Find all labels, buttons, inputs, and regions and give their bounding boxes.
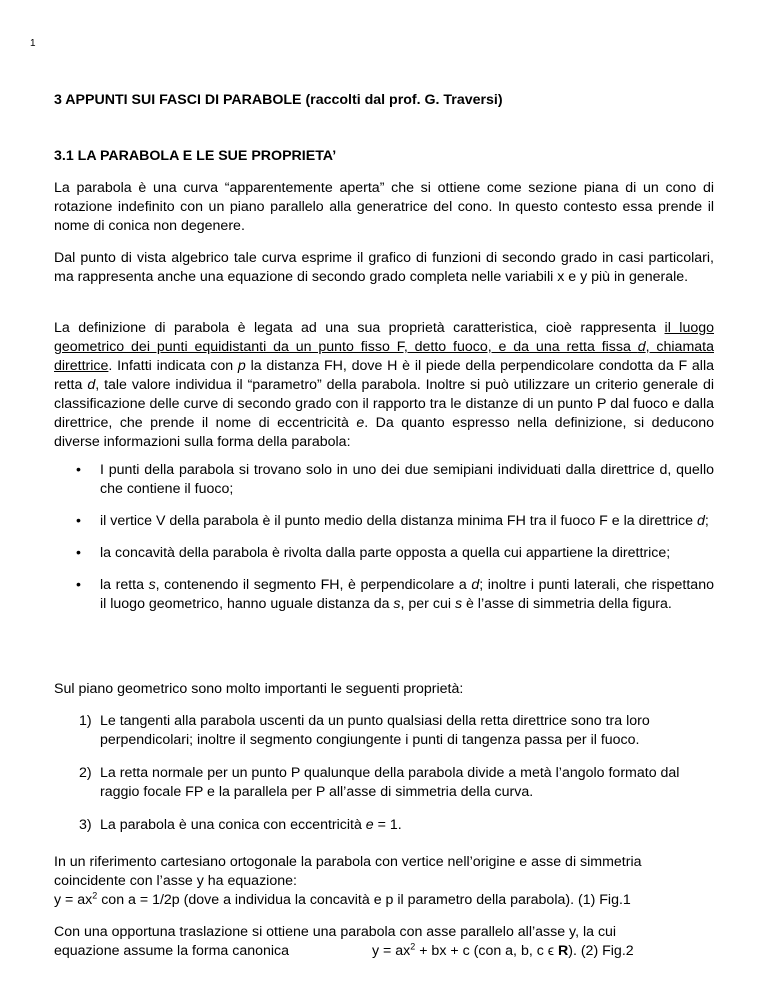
list-item: • I punti della parabola si trovano solo in uno dei due semipiani individuati dalla direttrice d, quello che contiene il fuoco;	[76, 462, 714, 497]
bullet-icon: •	[76, 462, 81, 478]
equation-2-line: equazione assume la forma canonica $y = ax^2$ + bx + c (con a, b, c ϵ R). (2) Fig.2	[54, 941, 634, 959]
paragraph-properties-intro: Sul piano geometrico sono molto importanti le seguenti proprietà:	[54, 681, 464, 697]
list-item: 1) Le tangenti alla parabola uscenti da un punto qualsiasi della retta direttrice sono tra loro perpendicolari; inoltre il segmento congiungente i punti di tangenza passa per il fuoco.	[79, 713, 650, 748]
definition-underlined: il luogo geometrico dei punti equidistanti da un punto fisso F, detto fuoco, e da una retta fissa d, chiamata direttrice	[54, 320, 715, 374]
paragraph-definition: La definizione di parabola è legata ad una sua proprietà caratteristica, cioè rappresenta il luogo geometrico dei punti equidistanti da un punto fisso F, detto fuoco, e da una retta fissa d, chiamata direttrice. Infatti indicata con p la distanza FH, dove H è il piede della perpendicolare condotta da F alla retta d, tale valore individua il “parametro” della parabola. Inoltre si può utilizzare un criterio generale di classificazione delle curve di secondo grado con il rapporto tra le distanze di un punto P dal fuoco e dalla direttrice, che prende il nome di eccentricità e. Da quanto espresso nella definizione, si deducono diverse informazioni sulla forma della parabola:	[54, 320, 715, 450]
bullet-icon: •	[76, 545, 81, 561]
section-title: 3.1 LA PARABOLA E LE SUE PROPRIETA’	[54, 148, 337, 164]
list-item: 3) La parabola è una conica con eccentricità e = 1.	[79, 817, 402, 833]
paragraph-intro: La parabola è una curva “apparentemente aperta” che si ottiene come sezione piana di un cono di rotazione indefinito con un piano parallelo alla generatrice del cono. In questo contesto essa prende il nome di conica non degenere.	[54, 180, 714, 234]
bullet-icon: •	[76, 577, 81, 593]
page-number: 1	[30, 38, 36, 49]
list-item: • la concavità della parabola è rivolta dalla parte opposta a quella cui appartiene la direttrice;	[76, 545, 671, 561]
equation-1: $y = ax^2$ con a = 1/2p (dove a individua la concavità e p il parametro della parabola). (1) Fig.1	[54, 890, 631, 908]
list-item: 2) La retta normale per un punto P qualunque della parabola divide a metà l’angolo formato dal raggio focale FP e la parallela per P all’asse di simmetria della curva.	[79, 765, 680, 800]
paragraph-cartesian: In un riferimento cartesiano ortogonale la parabola con vertice nell’origine e asse di simmetria coincidente con l’asse y ha equazione: $y = ax^2$ con a = 1/2p (dove a individua la concavità e p il parametro della parabola). (1) Fig.1	[54, 853, 714, 910]
properties-bullet-list	[54, 461, 714, 614]
bullet-icon: •	[76, 513, 81, 529]
list-item: • il vertice V della parabola è il punto medio della distanza minima FH tra il fuoco F e la direttrice d;	[76, 513, 709, 529]
geometric-properties-list	[54, 712, 714, 835]
paragraph-translation: Con una opportuna traslazione si ottiene una parabola con asse parallelo all’asse y, la cui equazione assume la forma canonica $y = ax^2$ + bx + c (con a, b, c ϵ R). (2) Fig.2	[54, 923, 714, 961]
list-item: • la retta s, contenendo il segmento FH, è perpendicolare a d; inoltre i punti laterali, che rispettano il luogo geometrico, hanno uguale distanza da s, per cui s è l’asse di simmetria della figura.	[76, 577, 714, 612]
document-title: 3 APPUNTI SUI FASCI DI PARABOLE (raccolti dal prof. G. Traversi)	[54, 92, 503, 108]
paragraph-algebraic: Dal punto di vista algebrico tale curva esprime il grafico di funzioni di secondo grado in casi particolari, ma rappresenta anche una equazione di secondo grado completa nelle variabili x e y più in generale.	[54, 250, 714, 285]
